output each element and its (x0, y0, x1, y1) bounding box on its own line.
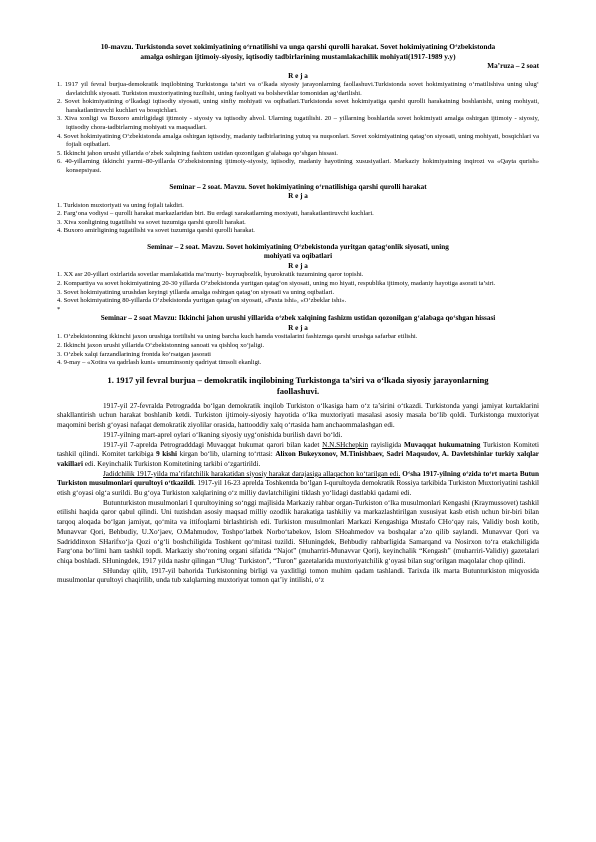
lecture-plan-list (57, 81, 539, 176)
plan-item: 4. Sovet hokimiyatining O‘zbekistonda amalga oshirgan iqtisodiy, madaniy tadbirlarining yutuq va nuqsonlari. Sovet xokimiyatining qatag‘on siyosati, uning mohiyati, bosqichlari va fojiali oqibatlari. (57, 132, 539, 149)
paragraph (57, 441, 539, 470)
bold-run: O‘sha 1917-yilning o‘zida to‘rt marta Butun Turkiston musulmonlari qurultoyi o‘tkazildi (57, 469, 540, 488)
seminar-1-plan-heading: R e j a (288, 192, 308, 201)
seminar-2-item: 3. Sovet hokimiyatining urushdan keyingi yillarda amalga oshirgan qatag‘on siyosati va uning oqibatlari. (57, 288, 335, 296)
seminar-2-item: 1. XX asr 20-yillari oxirlarida sovetlar mamlakatida ma’muriy- buyruqbozlik, byurokratik tuzumining qaror topishi. (57, 271, 364, 279)
seminar-2-list (57, 271, 539, 314)
paragraph: Butunturkiston musulmonlari I qurultoyining so‘nggi majlisida Markaziy rahbar organ-Turkiston o‘lka musulmonlari Kengashi (Kraymussovet) tashkil etilishi haqida qaror qabul qilindi. Uni tuzishdan asosiy maqsad milliy ozodlik harakatiga tashkiliy va markazlashtirilgan xususiyat kasb etish uchun bir-biri bilan tarqoq aloqada bo‘lgan jamiyat, qo‘mita va ittifoqlarni birlashtirish edi. Turkiston musulmonlari Markazi Kengashiga Mustafo CHo‘qay rais, Validiy bosh kotib, Munavvar Qori, Behbudiy, U.Xo‘jaev, O.Mahmudov, Toshpo‘latbek Norbo‘tabekov, Islom SHoahmedov va boshqalar a’zo qilib saylandi. Munavvar Qori va Sadriddinxon SHarifxo‘ja Qozi o‘g‘li boshchiligida Toshkent qo‘mitasi tuzildi. SHuningdek, Behbudiy rahbarligida Samarqand va Nosirxon to‘ra etakchiligida Farg‘ona bo‘limi ham tashkil topdi. Markaziy sho‘roning organi sifatida “Najot” (muharriri-Munavvar Qori), keyinchalik “Kengash” (muharriri-Validiy) gazetalari chiqa boshladi. SHuningdek, 1917 yilda nashr qilingan “Ulug‘ Turkiston”, “Turon” gazetalarida muxtoriyatchilik g‘oyasi bilan sug‘orilgan maqolalar chop qilindi. (57, 498, 539, 565)
bold-run: 9 kishi (156, 450, 178, 459)
plan-item: 5. Ikkinchi jahon urushi yillarida o‘zbek xalqining fashizm ustidan qozonilgan g‘alabaga qo‘shgan hissasi. (57, 149, 338, 157)
lecture-title-line1: 10-mavzu. Turkistonda sovet xokimiyatining o‘rnatilishi va unga qarshi qurolli harakat. Sovet hokimiyatining O‘zbekistonda (100, 42, 496, 51)
text-run: Turkiston Komiteti tashkil qilindi. Komitet tarkibiga (57, 440, 540, 459)
seminar-3-plan-heading: R e j a (288, 323, 308, 332)
plan-item: 2. Sovet hokimiyatining o‘lkadagi iqtisodiy siyosati, uning sinfiy mohiyati va oqibatlari.Turkistonda sovet hokimiyatiga qarshi qurolli harakatning boshlanishi, uning mohiyati, harakatlantiruvchi kuchlari va bosqichlari. (57, 98, 539, 114)
name-link: N.N.SHchepkin (322, 440, 369, 449)
seminar-3-list (57, 333, 539, 367)
text-run: kirgan bo‘lib, ularning to‘rttasi: (177, 450, 276, 459)
seminar-1-title: Seminar – 2 soat. Mavzu. Sovet hokimiyatining o‘rnatilishiga qarshi qurolli harakat (169, 182, 427, 191)
paragraph: SHunday qilib, 1917-yil bahorida Turkistonning birligi va yaxlitligi tomon muhim qadam tashlandi. Tarixda ilk marta Butunturkiston miqyosida musulmonlar qurultoyi chaqirilib, unda tub xalqlarning muxtoriyat tomon qat’iy intilishi, o‘z (57, 566, 539, 585)
seminar-2-plan-heading: R e j a (288, 261, 308, 270)
text-run: 1917-yil 7-aprelda Petrogradddagi Muvaqqat hukumat qarori bilan kadet (103, 440, 323, 449)
lecture-title (57, 42, 539, 62)
seminar-3-item: 4. 9-may – «Xotira va qadrlash kuni» umuminsoniy qadriyat timsoli ekanligi. (57, 359, 262, 367)
bold-run: Muvaqqat hukumatning (404, 440, 481, 449)
plan-item: 1. 1917 yil fevral burjua-demokratik inqilobining Turkistonga ta’siri va o‘lkada siyosiy jarayonlarning faollashuvi.Turkistonda sovet hokimiyatining o‘rnatilishiva uning ulug‘ davlatchilik siyosati. Turkiston muxtoriyatining tuzilishi, uning faoliyati va bolsheviklar tomonidan ag‘darilishi. (57, 81, 539, 97)
seminar-2-item: 2. Kompartiya va sovet hokimiyatining 20-30 yillarda O‘zbekistonda yuritgan qatag‘on siyosati, uning mo hiyati, respublika ijtimoiy, madaniy hayotiga asorati ta’siri. (57, 280, 496, 287)
seminar-2-title-line2: mohiyati va oqibatlari (263, 252, 333, 261)
seminar-3 (57, 314, 539, 367)
seminar-1-item: 3. Xiva xonligining tugatilishi va sovet tuzumiga qarshi qurolli harakat. (57, 218, 246, 226)
document-page (57, 42, 539, 586)
text-run: rayisligida (368, 440, 405, 449)
section-heading (57, 375, 539, 397)
seminar-2-item: * (57, 305, 61, 313)
underlined-run: Jadidchilik 1917-yilda ma’rifatchilik harakatidan siyosiy harakat darajasiga allaqachon ko‘tarilgan edi. (103, 469, 401, 478)
seminar-1-item: 1. Turkiston muxtoriyati va uning fojiali takdiri. (57, 201, 184, 209)
section-heading-line1: 1. 1917 yil fevral burjua – demokratik inqilobining Turkistonga ta’siri va o‘lkada siyosiy jarayonlarning (107, 374, 489, 385)
paragraph: 1917-yil 27-fevralda Petrogradda bo‘lgan demokratik inqilob Turkiston o‘lkasiga ham o‘z ta’sirini o‘tkazdi. Turkistonda yangi jamiyat kurtaklarini shakllantirish uchun harakat boshlanib ketdi. Turkiston ijtimoiy-siyosiy hayotida o‘lka muxtoriyati masalasi asosiy masala bo‘lib qoldi. Turkistonga muxtoriyat maqomini berish g‘oyasi nafaqat demokratik ziyolilar orasida, hattooddiy xalq o‘rtasida ham anchaommalashgan edi. (57, 401, 539, 430)
section-heading-line2: faollashuvi. (276, 385, 320, 396)
plan-heading: R e j a (288, 71, 308, 80)
seminar-3-item: 2. Ikkinchi jaxon urushi yillarida O‘zbekistonning sanoati va qishloq xo‘jaligi. (57, 341, 265, 349)
seminar-1-item: 2. Farg‘ona vodiysi – qurolli harakat markazlaridan biri. Bu erdagi xarakatlarning moxiyati, harakatlantiruvchi kuchlari. (57, 210, 374, 218)
seminar-2-item: 4. Sovet hokimiyatining 80-yillarda O‘zbekistonda yuritgan qatag‘on siyosati, «Paxta ishi», «O‘zbeklar ishi». (57, 297, 347, 305)
seminar-1-list (57, 202, 539, 236)
seminar-1 (57, 183, 539, 236)
seminar-3-item: 1. O‘zbekistonning ikkinchi jaxon urushiga tortilishi va uning barcha kuch hamda vositalarini fashizmga qarshi urushga safarbar etilishi. (57, 333, 418, 341)
lecture-duration: Ma’ruza – 2 soat (487, 62, 539, 70)
plan-item: 6. 40-yillarning ikkinchi yarmi–80-yillarda O‘zbekistonning ijtimoiy-siyosiy, iqtisodiy, madaniy hayotining xususiyatlari. Markaziy hokimiyatning inqirozi va «Qayta qurish» konsepsiyasi. (57, 158, 539, 174)
seminar-3-title: Seminar – 2 soat Mavzu: Ikkinchi jahon urushi yillarida o‘zbek xalqining fashizm ustidan qozonilgan g‘alabaga qo‘shgan hissasi (100, 314, 496, 323)
plan-item: 3. Xiva xonligi va Buxoro amirligidagi ijtimoiy - siyosiy va iqtisodiy ahvol. Ularning tugatilishi. 20 – yillarning boshlarida sovet hokimiyati amalga oshirgan ijtimoiy - siyosiy, iqtisodiy chora-tadbirlarning mohiyati va maqsadlari. (57, 115, 539, 131)
text-run: . 1917-yil 16-23 aprelda Toshkentda bo‘lgan I-qurultoyda demokratik Rossiya tarkibida Turkiston Muxtoriyatini tashkil etish g‘oyasi olg‘a surildi. Bu g‘oya Turkiston xalqlarining o‘z milliy davlatchiligini tiklash yo‘lidagi dastlabki qadami edi. (57, 479, 539, 498)
body-text (57, 402, 539, 586)
paragraph (57, 470, 539, 499)
paragraph: 1917-yilning mart-aprel oylari o‘lkaning siyosiy uyg‘onishida burilish davri bo‘ldi. (103, 430, 343, 439)
seminar-3-item: 3. O‘zbek xalqi farzandlarining frontda ko‘rsatgan jasorati (57, 350, 211, 358)
seminar-2 (57, 243, 539, 314)
text-run: edi. Keyinchalik Turkiston Komitetining tarkibi o‘zgartirildi. (82, 459, 261, 468)
lecture-title-line2: amalga oshirgan ijtimoiy-siyosiy, iqtisodiy tadbirlarining mustamlakachilik mohiyati(1917-1989 y.y) (140, 52, 456, 61)
seminar-1-item: 4. Buxoro amirligining tugatilishi va sovet tuzumiga qarshi qurolli harakat. (57, 227, 255, 235)
seminar-2-title-line1: Seminar – 2 soat. Mavzu. Sovet hokimiyatining O‘zbekistonda yuritgan qatag‘onlik siyosati, uning (147, 242, 449, 251)
bold-run: Alixon Bukeyxonov, M.Tinishbaev, Sadri Maqsudov, A. Davletshinlar turkiy xalqlar vakillari (57, 450, 539, 468)
